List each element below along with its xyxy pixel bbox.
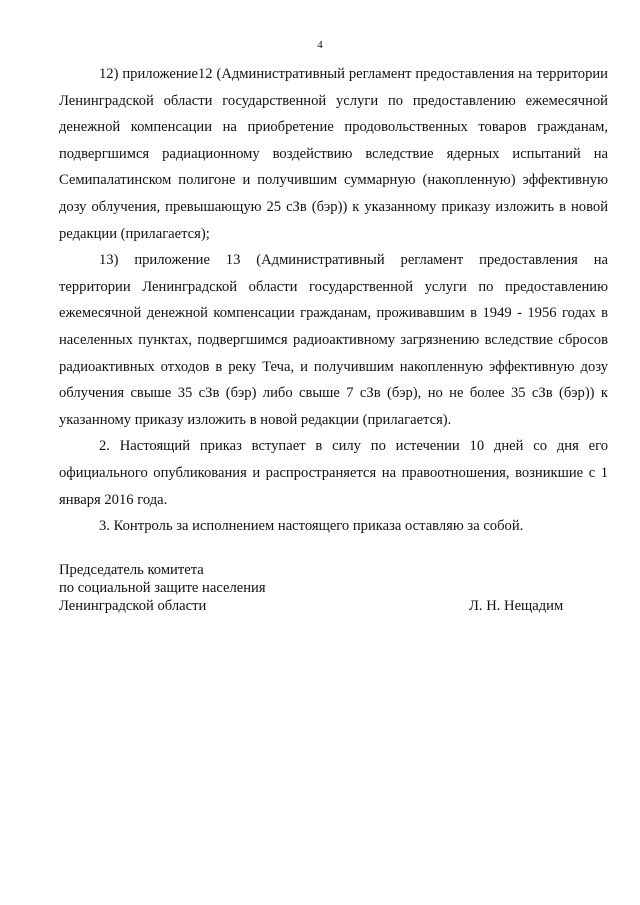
page-number: 4 — [317, 39, 323, 51]
paragraph-item-12: 12) приложение12 (Административный регламент предоставления на территории Ленинградской области государственной услуги по предоставлению ежемесячной денежной компенсации на приобретение продовольственных товаров гражданам, подвергшимся радиационному воздействию вследствие ядерных испытаний на Семипалатинском полигоне и получившим суммарную (накопленную) эффективную дозу облучения, превышающую 25 сЗв (бэр)) к указанному приказу изложить в новой редакции (прилагается); — [59, 66, 608, 242]
signature-block — [59, 561, 619, 615]
signatory-name: Л. Н. Нещадим — [469, 598, 564, 614]
paragraph-item-13: 13) приложение 13 (Административный регламент предоставления на территории Ленинградской области государственной услуги по предоставлению ежемесячной денежной компенсации гражданам, проживавшим в 1949 - 1956 годах в населенных пунктах, подвергшимся радиоактивному загрязнению вследствие сбросов радиоактивных отходов в реку Теча, и получившим накопленную эффективную дозу облучения свыше 35 сЗв (бэр) либо свыше 7 сЗв (бэр), но не более 35 сЗв (бэр)) к указанному приказу изложить в новой редакции (прилагается). — [59, 252, 608, 428]
signatory-title-line-3: Ленинградской области — [59, 598, 207, 614]
paragraph-effective-date: 2. Настоящий приказ вступает в силу по истечении 10 дней со дня его официального опубликования и распространяется на правоотношения, возникшие с 1 января 2016 года. — [59, 438, 608, 508]
signatory-title-line-2: по социальной защите населения — [59, 580, 266, 596]
signatory-title-line-1: Председатель комитета — [59, 562, 204, 578]
paragraph-control: 3. Контроль за исполнением настоящего приказа оставляю за собой. — [99, 518, 524, 535]
document-body — [59, 61, 608, 540]
